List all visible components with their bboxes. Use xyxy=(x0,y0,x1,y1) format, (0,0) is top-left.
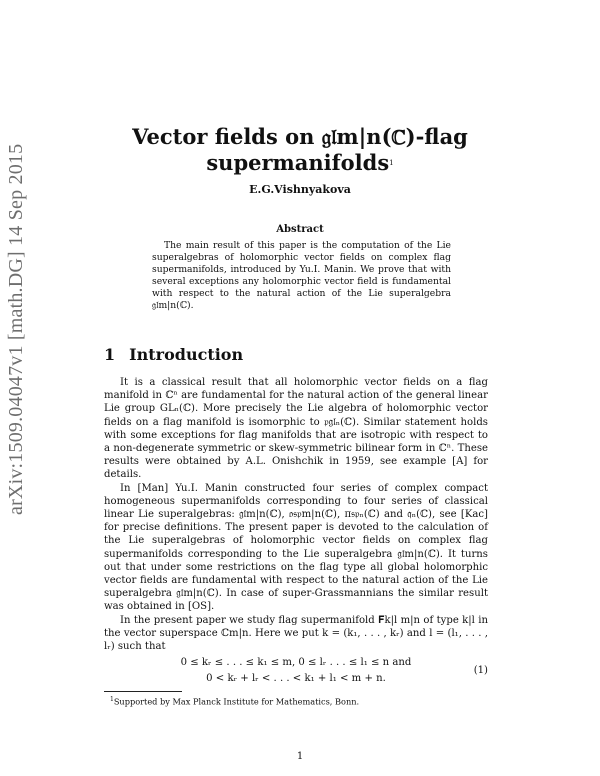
title-line-2-text: supermanifolds xyxy=(206,150,390,175)
paragraph: In [Man] Yu.I. Manin constructed four series of complex compact homogeneous supermanifolds corresponding to four series of classical linear Lie superalgebras: 𝔤𝔩m|n(ℂ), 𝔬𝔰𝔭m|n(ℂ), π𝔰𝔭ₙ(ℂ) and 𝔮ₙ(ℂ), see [Kac] for precise definitions. The present paper is devoted to the calculation of the Lie superalgebras of holomorphic vector fields on complex flag supermanifolds corresponding to the Lie superalgebra 𝔤𝔩m|n(ℂ). It turns out that under some restrictions on the flag type all global holomorphic vector fields are fundamental with respect to the natural action of the Lie superalgebra 𝔤𝔩m|n(ℂ). In case of super-Grassmannians the similar result was obtained in [OS]. xyxy=(104,482,488,613)
body-text xyxy=(104,376,488,653)
footnote-rule xyxy=(104,691,182,692)
arxiv-identifier: arXiv:1509.04047v1 [math.DG] 14 Sep 2015 xyxy=(5,143,27,515)
title-line-2 xyxy=(0,150,600,176)
section-heading xyxy=(104,345,243,364)
title-footnote-mark: 1 xyxy=(389,159,394,167)
paragraph: It is a classical result that all holomorphic vector fields on a flag manifold in ℂⁿ are fundamental for the natural action of the general linear Lie group GLₙ(ℂ). More precisely the Lie algebra of holomorphic vector fields on a flag manifold is isomorphic to 𝔭𝔤𝔩ₙ(ℂ). Similar statement holds with some exceptions for flag manifolds that are isotropic with respect to a non-degenerate symmetric or skew-symmetric bilinear form in ℂⁿ. These results were obtained by A.L. Onishchik in 1959, see example [A] for details. xyxy=(104,377,488,481)
footnote xyxy=(110,696,359,707)
page-number: 1 xyxy=(296,751,304,762)
author: E.G.Vishnyakova xyxy=(249,183,351,196)
section-title: Introduction xyxy=(129,345,244,364)
equation-line-2: 0 < kᵣ + lᵣ < . . . < k₁ + l₁ < m + n. xyxy=(206,673,386,684)
paper-title xyxy=(0,124,600,176)
abstract-heading: Abstract xyxy=(276,224,324,235)
abstract-body xyxy=(152,240,451,312)
title-line-1: Vector fields on 𝔤𝔩m|n(ℂ)-flag xyxy=(132,124,468,149)
equation-line-1: 0 ≤ kᵣ ≤ . . . ≤ k₁ ≤ m, 0 ≤ lᵣ . . . ≤ l₁ ≤ n and xyxy=(180,657,412,668)
footnote-mark: 1 xyxy=(110,696,114,703)
section-number: 1 xyxy=(104,345,116,364)
equation-lines xyxy=(104,655,488,687)
abstract-text: The main result of this paper is the computation of the Lie superalgebras of holomorphic vector fields on complex flag supermanifolds, introduced by Yu.I. Manin. We prove that with several exceptions any holomorphic vector field is fundamental with respect to the natural action of the Lie superalgebra 𝔤𝔩m|n(ℂ). xyxy=(152,240,451,311)
display-equation xyxy=(104,655,488,687)
footnote-text: Supported by Max Planck Institute for Mathematics, Bonn. xyxy=(113,696,360,707)
paragraph: In the present paper we study flag supermanifold 𝐅k|l m|n of type k|l in the vector superspace ℂm|n. Here we put k = (k₁, . . . , kᵣ) and l = (l₁, . . . , lᵣ) such that xyxy=(104,614,488,653)
equation-number: (1) xyxy=(473,665,488,676)
